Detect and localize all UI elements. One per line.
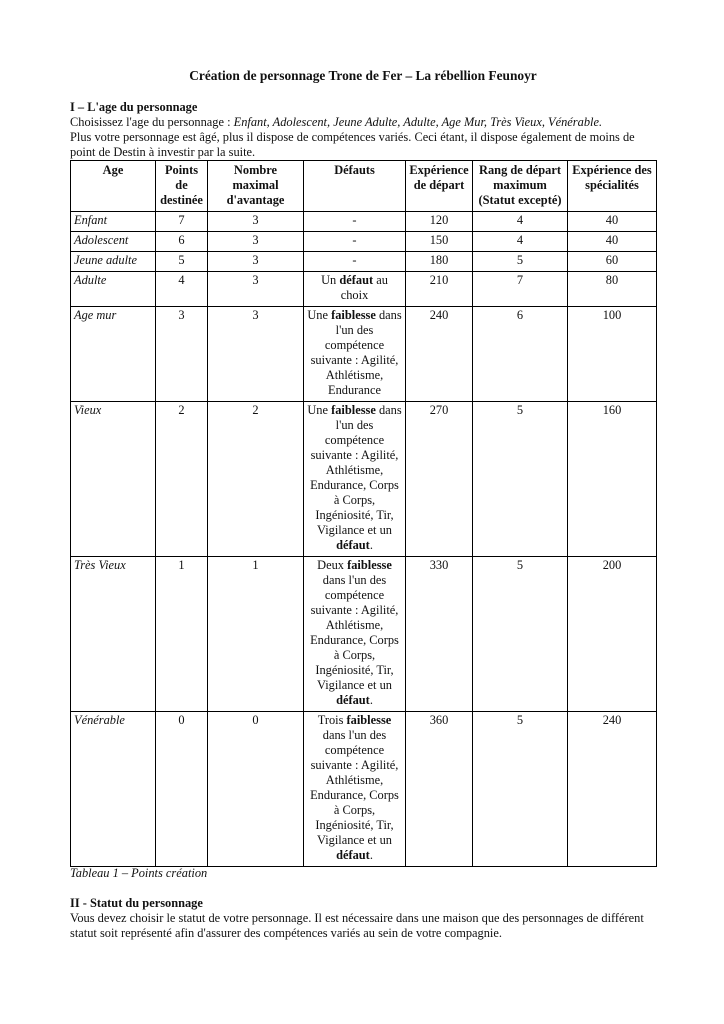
cell-experience: 120 <box>406 212 473 232</box>
cell-age: Enfant <box>71 212 156 232</box>
defauts-bold: faiblesse <box>331 403 376 417</box>
cell-defauts <box>304 272 406 307</box>
cell-avantages: 3 <box>208 232 304 252</box>
cell-points: 6 <box>156 232 208 252</box>
defauts-text: dans l'un des compétence suivante : Agilité, Athlétisme, Endurance, Corps à Corps, Ingéniosité, Tir, Vigilance et un <box>310 403 402 537</box>
cell-experience: 150 <box>406 232 473 252</box>
cell-age: Jeune adulte <box>71 252 156 272</box>
table-caption: Tableau 1 – Points création <box>70 866 208 880</box>
defauts-bold: défaut <box>336 848 370 862</box>
cell-defauts: - <box>304 232 406 252</box>
cell-age: Adolescent <box>71 232 156 252</box>
cell-experience: 180 <box>406 252 473 272</box>
cell-rang: 4 <box>473 232 568 252</box>
age-table <box>70 160 657 867</box>
cell-experience-specialites: 200 <box>568 557 657 712</box>
defauts-text: . <box>369 848 373 862</box>
header-age: Age <box>71 161 156 212</box>
header-experience: Expérience de départ <box>406 161 473 212</box>
section-age-choice-line <box>70 115 656 130</box>
cell-defauts <box>304 712 406 867</box>
defauts-bold: faiblesse <box>347 558 392 572</box>
section-statut-paragraph: Vous devez choisir le statut de votre personnage. Il est nécessaire dans une maison que des personnages de différent statut soit représenté afin d'assurer des compétences variés au sein de votre compagnie. <box>70 911 644 940</box>
defauts-text: Une <box>307 308 332 322</box>
cell-points: 4 <box>156 272 208 307</box>
cell-rang: 5 <box>473 402 568 557</box>
header-avantages: Nombre maximal d'avantage <box>208 161 304 212</box>
defauts-text: Deux <box>317 558 348 572</box>
cell-age: Vénérable <box>71 712 156 867</box>
header-experience-specialites: Expérience des spécialités <box>568 161 657 212</box>
choice-prefix: Choisissez l'age du personnage : <box>70 115 234 129</box>
cell-points: 2 <box>156 402 208 557</box>
cell-experience-specialites: 40 <box>568 212 657 232</box>
header-rang: Rang de départ maximum (Statut excepté) <box>473 161 568 212</box>
cell-avantages: 3 <box>208 307 304 402</box>
table-row <box>71 307 657 402</box>
cell-points: 5 <box>156 252 208 272</box>
table-row <box>71 252 657 272</box>
table-row <box>71 272 657 307</box>
table-row <box>71 212 657 232</box>
section-statut <box>70 896 656 941</box>
cell-points: 3 <box>156 307 208 402</box>
cell-experience: 330 <box>406 557 473 712</box>
cell-experience: 240 <box>406 307 473 402</box>
cell-age: Vieux <box>71 402 156 557</box>
cell-points: 1 <box>156 557 208 712</box>
section-statut-heading: II - Statut du personnage <box>70 896 203 910</box>
cell-experience-specialites: 100 <box>568 307 657 402</box>
cell-age: Très Vieux <box>71 557 156 712</box>
cell-rang: 4 <box>473 212 568 232</box>
table-row <box>71 232 657 252</box>
cell-age: Age mur <box>71 307 156 402</box>
cell-experience: 270 <box>406 402 473 557</box>
cell-age: Adulte <box>71 272 156 307</box>
table-header-row <box>71 161 657 212</box>
defauts-bold: défaut <box>336 538 370 552</box>
cell-defauts: - <box>304 252 406 272</box>
defauts-text: dans l'un des compétence suivante : Agilité, Athlétisme, Endurance <box>310 308 402 397</box>
defauts-text: . <box>369 538 373 552</box>
cell-experience-specialites: 80 <box>568 272 657 307</box>
cell-rang: 7 <box>473 272 568 307</box>
defauts-text: au choix <box>340 273 388 302</box>
cell-defauts <box>304 402 406 557</box>
defauts-bold: faiblesse <box>346 713 392 727</box>
table-row <box>71 402 657 557</box>
section-age-paragraph: Plus votre personnage est âgé, plus il dispose de compétences variés. Ceci étant, il dispose également de moins de point de Destin à investir par la suite. <box>70 130 635 159</box>
defauts-bold: défaut <box>339 273 374 287</box>
defauts-text: Une <box>307 403 332 417</box>
cell-defauts <box>304 307 406 402</box>
cell-defauts <box>304 557 406 712</box>
defauts-text: Trois <box>317 713 347 727</box>
defauts-text: Un <box>321 273 340 287</box>
section-age-heading: I – L'age du personnage <box>70 100 198 114</box>
cell-rang: 6 <box>473 307 568 402</box>
header-defauts: Défauts <box>304 161 406 212</box>
defauts-text: dans l'un des compétence suivante : Agilité, Athlétisme, Endurance, Corps à Corps, Ingéniosité, Tir, Vigilance et un <box>310 728 399 847</box>
defauts-text: dans l'un des compétence suivante : Agilité, Athlétisme, Endurance, Corps à Corps, Ingéniosité, Tir, Vigilance et un <box>310 573 399 692</box>
choice-list: Enfant, Adolescent, Jeune Adulte, Adulte, Age Mur, Très Vieux, Vénérable. <box>233 115 603 129</box>
cell-experience-specialites: 240 <box>568 712 657 867</box>
defauts-bold: défaut <box>336 693 370 707</box>
cell-points: 7 <box>156 212 208 232</box>
cell-points: 0 <box>156 712 208 867</box>
cell-experience-specialites: 160 <box>568 402 657 557</box>
cell-experience-specialites: 60 <box>568 252 657 272</box>
cell-defauts: - <box>304 212 406 232</box>
cell-experience-specialites: 40 <box>568 232 657 252</box>
document-title: Création de personnage Trone de Fer – La rébellion Feunoyr <box>189 68 537 83</box>
cell-rang: 5 <box>473 712 568 867</box>
cell-avantages: 0 <box>208 712 304 867</box>
cell-experience: 360 <box>406 712 473 867</box>
cell-avantages: 3 <box>208 272 304 307</box>
header-points: Points de destinée <box>156 161 208 212</box>
cell-rang: 5 <box>473 252 568 272</box>
cell-avantages: 1 <box>208 557 304 712</box>
cell-avantages: 3 <box>208 212 304 232</box>
cell-experience: 210 <box>406 272 473 307</box>
cell-avantages: 2 <box>208 402 304 557</box>
defauts-bold: faiblesse <box>331 308 376 322</box>
cell-avantages: 3 <box>208 252 304 272</box>
section-age <box>70 100 656 160</box>
defauts-text: . <box>369 693 373 707</box>
table-row <box>71 557 657 712</box>
table-row <box>71 712 657 867</box>
cell-rang: 5 <box>473 557 568 712</box>
